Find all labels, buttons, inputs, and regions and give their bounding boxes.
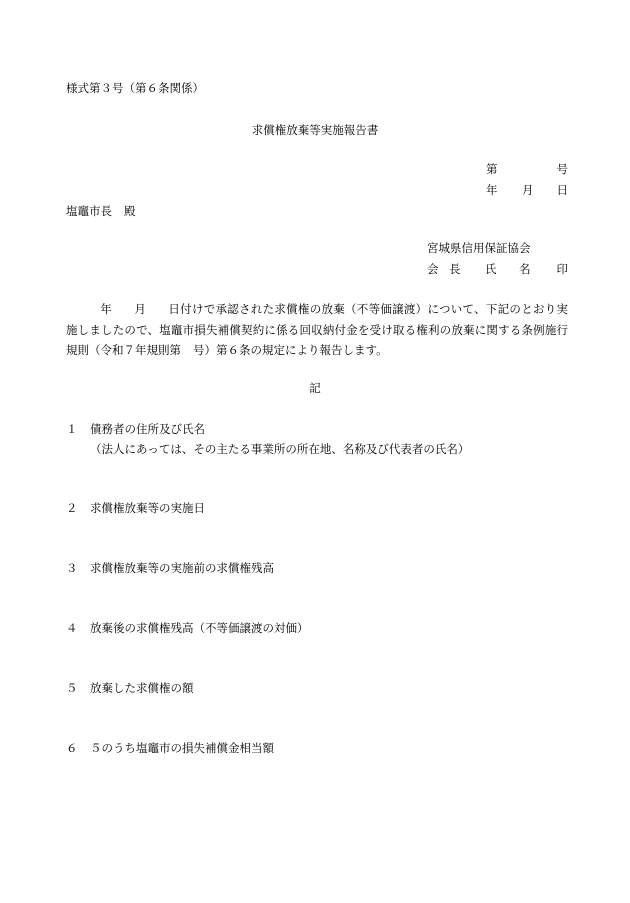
form-label: 様式第３号（第６条関係） <box>66 81 204 95</box>
date-year: 年 <box>486 183 498 197</box>
reporter-title-char-1: 会 <box>427 262 439 276</box>
addressee <box>66 203 136 219</box>
item-number: ３ <box>66 561 78 575</box>
ki-heading: 記 <box>309 381 321 395</box>
item-number: ５ <box>66 681 78 695</box>
reporter-name-char-1: 氏 <box>485 262 497 276</box>
reporter-organization: 宮城県信用保証協会 <box>427 241 531 255</box>
reporter-name-char-2: 名 <box>519 262 531 276</box>
date-day: 日 <box>556 183 568 197</box>
report-item-4 <box>66 620 309 636</box>
item-label: 求償権放棄等の実施日 <box>90 501 205 515</box>
seal-mark: 印 <box>556 262 568 276</box>
body-text-1: 日付けで承認された求償権の放棄（不等価譲渡）について、下記のとおり実施しましたので、塩竈市損失補償契約に係る回収納付金を受け取る権利の放棄に関する条例施行規則（令和７年規則第 <box>66 302 569 357</box>
item-number: ６ <box>66 741 78 755</box>
item-1-note: （法人にあっては、その主たる事業所の所在地、名称及び代表者の氏名） <box>90 442 470 456</box>
report-item-6 <box>66 740 274 756</box>
report-body-paragraph <box>66 299 568 361</box>
item-number: ２ <box>66 501 78 515</box>
addressee-name: 塩竈市長 <box>66 204 112 218</box>
number-prefix: 第 <box>486 162 498 176</box>
item-number: １ <box>66 422 78 436</box>
body-month: 月 <box>134 302 147 316</box>
report-item-5 <box>66 680 194 696</box>
item-label: ５のうち塩竈市の損失補償金相当額 <box>90 741 274 755</box>
report-item-2 <box>66 500 205 516</box>
report-item-3 <box>66 560 274 576</box>
document-title: 求償権放棄等実施報告書 <box>251 123 379 137</box>
reporter-title-char-2: 長 <box>449 262 461 276</box>
addressee-title: 殿 <box>124 204 136 218</box>
body-text-2: 号）第６条の規定により報告します。 <box>193 343 388 357</box>
number-suffix: 号 <box>556 162 568 176</box>
item-label: 放棄した求償権の額 <box>90 681 194 695</box>
date-month: 月 <box>522 183 534 197</box>
report-item-1 <box>66 421 205 437</box>
item-label: 債務者の住所及び氏名 <box>90 422 205 436</box>
body-year: 年 <box>100 302 113 316</box>
item-label: 求償権放棄等の実施前の求償権残高 <box>90 561 274 575</box>
item-label: 放棄後の求償権残高（不等価譲渡の対価） <box>90 621 309 635</box>
item-number: ４ <box>66 621 78 635</box>
